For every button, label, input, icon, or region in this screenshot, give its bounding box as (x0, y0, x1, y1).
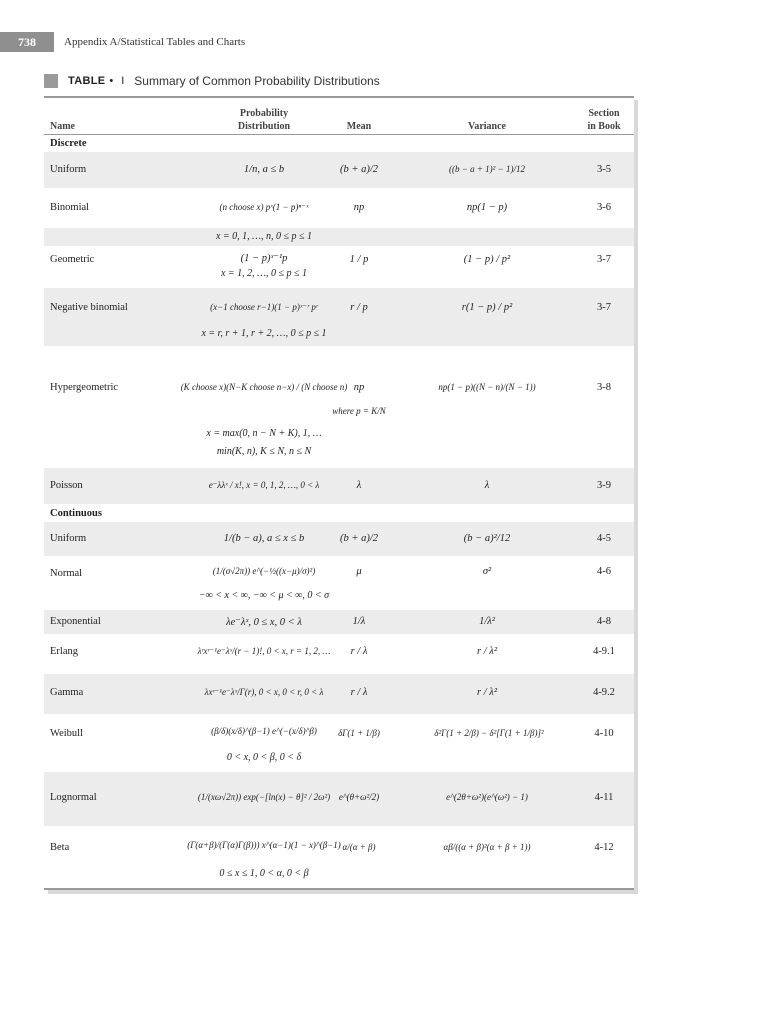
row-name: Negative binomial (50, 302, 128, 313)
table-row (44, 468, 634, 504)
row-name: Gamma (50, 687, 84, 698)
row-section: 4-8 (597, 616, 611, 627)
row-mean: r / λ (350, 646, 368, 657)
table-row-condition (44, 228, 634, 246)
row-section: 4-9.2 (593, 687, 615, 698)
row-dist: (n choose x) pˣ(1 − p)ⁿ⁻ˣ (219, 202, 309, 212)
category-continuous: Continuous (50, 508, 102, 519)
row-condition: 0 < x, 0 < β, 0 < δ (226, 752, 302, 763)
row-dist: λe⁻λˣ, 0 ≤ x, 0 < λ (226, 617, 302, 628)
row-section: 3-5 (597, 164, 611, 175)
row-section: 4-12 (594, 842, 614, 853)
table-row (44, 826, 634, 886)
row-variance: αβ/((α + β)²(α + β + 1)) (443, 842, 531, 852)
row-variance: r / λ² (477, 687, 497, 698)
row-name: Uniform (50, 164, 87, 175)
title-marker (44, 74, 58, 88)
row-condition: x = max(0, n − N + K), 1, … (206, 428, 322, 439)
row-section: 4-6 (597, 566, 611, 577)
row-name: Normal (50, 568, 83, 579)
row-mean: δΓ(1 + 1/β) (338, 728, 380, 738)
row-section: 4-9.1 (593, 646, 615, 657)
row-name: Weibull (50, 728, 83, 739)
table-number: I (121, 75, 125, 87)
table-row (44, 674, 634, 714)
row-mean: r / λ (350, 687, 368, 698)
row-mean: 1 / p (349, 254, 369, 265)
row-mean: e^(θ+ω²/2) (338, 792, 380, 802)
row-variance: r / λ² (477, 646, 497, 657)
table-separator: • (109, 75, 114, 87)
table-row (44, 246, 634, 286)
row-dist: (1/(xω√2π)) exp(−[ln(x) − θ]² / 2ω²) (197, 792, 331, 802)
table-caption: Summary of Common Probability Distributions (134, 74, 380, 88)
row-condition: 0 ≤ x ≤ 1, 0 < α, 0 < β (219, 868, 309, 879)
header-dist-1: Probability (239, 108, 289, 119)
row-mean: r / p (350, 302, 368, 313)
table-row (44, 152, 634, 188)
row-name: Exponential (50, 616, 101, 627)
table-row (44, 772, 634, 826)
row-dist: (K choose x)(N−K choose n−x) / (N choose n) (180, 382, 348, 392)
row-variance: δ²Γ(1 + 2/β) − δ²[Γ(1 + 1/β)]² (434, 728, 544, 738)
row-name: Poisson (50, 480, 83, 491)
row-section: 3-8 (597, 382, 611, 393)
table-row (44, 610, 634, 634)
row-variance: (b − a)²/12 (463, 533, 511, 544)
table-row (44, 288, 634, 346)
row-name: Uniform (50, 533, 87, 544)
row-dist: (Γ(α+β)/(Γ(α)Γ(β))) x^(α−1)(1 − x)^(β−1) (187, 840, 341, 850)
row-mean: (b + a)/2 (340, 533, 378, 544)
row-variance: 1/λ² (479, 616, 495, 627)
row-condition: x = r, r + 1, r + 2, …, 0 ≤ p ≤ 1 (201, 328, 327, 339)
header-name: Name (50, 121, 75, 132)
row-name: Lognormal (50, 792, 97, 803)
row-name: Beta (50, 842, 70, 853)
row-variance: ((b − a + 1)² − 1)/12 (449, 164, 525, 174)
row-name: Erlang (50, 646, 78, 657)
row-dist: λʳxʳ⁻¹e⁻λˣ/(r − 1)!, 0 < x, r = 1, 2, … (197, 646, 331, 656)
header-variance: Variance (468, 121, 506, 132)
row-mean: λ (356, 480, 362, 491)
row-variance: np(1 − p)((N − n)/(N − 1)) (438, 382, 536, 392)
row-section: 4-5 (597, 533, 611, 544)
row-condition: x = 0, 1, …, n, 0 ≤ p ≤ 1 (215, 231, 313, 242)
table-row (44, 634, 634, 672)
header-dist-2: Distribution (237, 121, 291, 132)
table-title (44, 74, 380, 88)
header-section-2: in Book (587, 121, 621, 132)
row-name: Geometric (50, 254, 95, 265)
row-variance: e^(2θ+ω²)(e^(ω²) − 1) (446, 792, 528, 802)
table-row (44, 188, 634, 228)
row-dist: 1/n, a ≤ b (243, 164, 285, 175)
row-mean: μ (356, 566, 362, 577)
row-mean: 1/λ (352, 616, 366, 627)
table-row (44, 348, 634, 466)
row-mean-note: where p = K/N (332, 406, 386, 416)
row-name: Hypergeometric (50, 382, 119, 393)
row-section: 4-10 (594, 728, 614, 739)
row-variance: r(1 − p) / p² (461, 302, 513, 313)
row-section: 3-7 (597, 254, 611, 265)
category-discrete: Discrete (50, 138, 87, 149)
row-mean: α/(α + β) (342, 842, 376, 852)
row-dist: (β/δ)(x/δ)^(β−1) e^(−(x/δ)^β) (211, 726, 317, 736)
row-section: 3-7 (597, 302, 611, 313)
header-section-1: Section (588, 108, 620, 119)
row-section: 3-9 (597, 480, 611, 491)
row-dist: (1 − p)ˣ⁻¹p (240, 253, 288, 264)
row-section: 3-6 (597, 202, 611, 213)
row-dist: (x−1 choose r−1)(1 − p)ˣ⁻ʳ pʳ (210, 302, 318, 312)
table-row (44, 714, 634, 770)
table-row (44, 556, 634, 608)
row-condition: min(K, n), K ≤ N, n ≤ N (216, 446, 312, 457)
row-dist: 1/(b − a), a ≤ x ≤ b (223, 533, 305, 544)
row-section: 4-11 (594, 792, 614, 803)
row-variance: np(1 − p) (466, 202, 508, 213)
table-header (44, 104, 634, 135)
row-dist: e⁻λλˣ / x!, x = 0, 1, 2, …, 0 < λ (208, 480, 320, 490)
row-variance: λ (484, 480, 490, 491)
row-mean: np (353, 382, 365, 393)
row-mean: np (353, 202, 365, 213)
row-variance: σ² (482, 566, 492, 577)
row-dist: (1/(σ√2π)) e^(−½((x−μ)/σ)²) (212, 566, 316, 576)
running-head: Appendix A/Statistical Tables and Charts (64, 36, 246, 48)
table-row (44, 522, 634, 556)
row-dist: λxʳ⁻¹e⁻λˣ/Γ(r), 0 < x, 0 < r, 0 < λ (204, 687, 324, 697)
page-number: 738 (0, 32, 54, 52)
row-variance: (1 − p) / p² (463, 254, 511, 265)
row-condition: −∞ < x < ∞, −∞ < μ < ∞, 0 < σ (198, 590, 330, 601)
header-mean: Mean (346, 121, 372, 132)
row-name: Binomial (50, 202, 90, 213)
distribution-table (44, 96, 634, 890)
row-mean: (b + a)/2 (340, 164, 378, 175)
row-condition: x = 1, 2, …, 0 ≤ p ≤ 1 (220, 268, 308, 279)
table-label: TABLE (68, 75, 106, 87)
